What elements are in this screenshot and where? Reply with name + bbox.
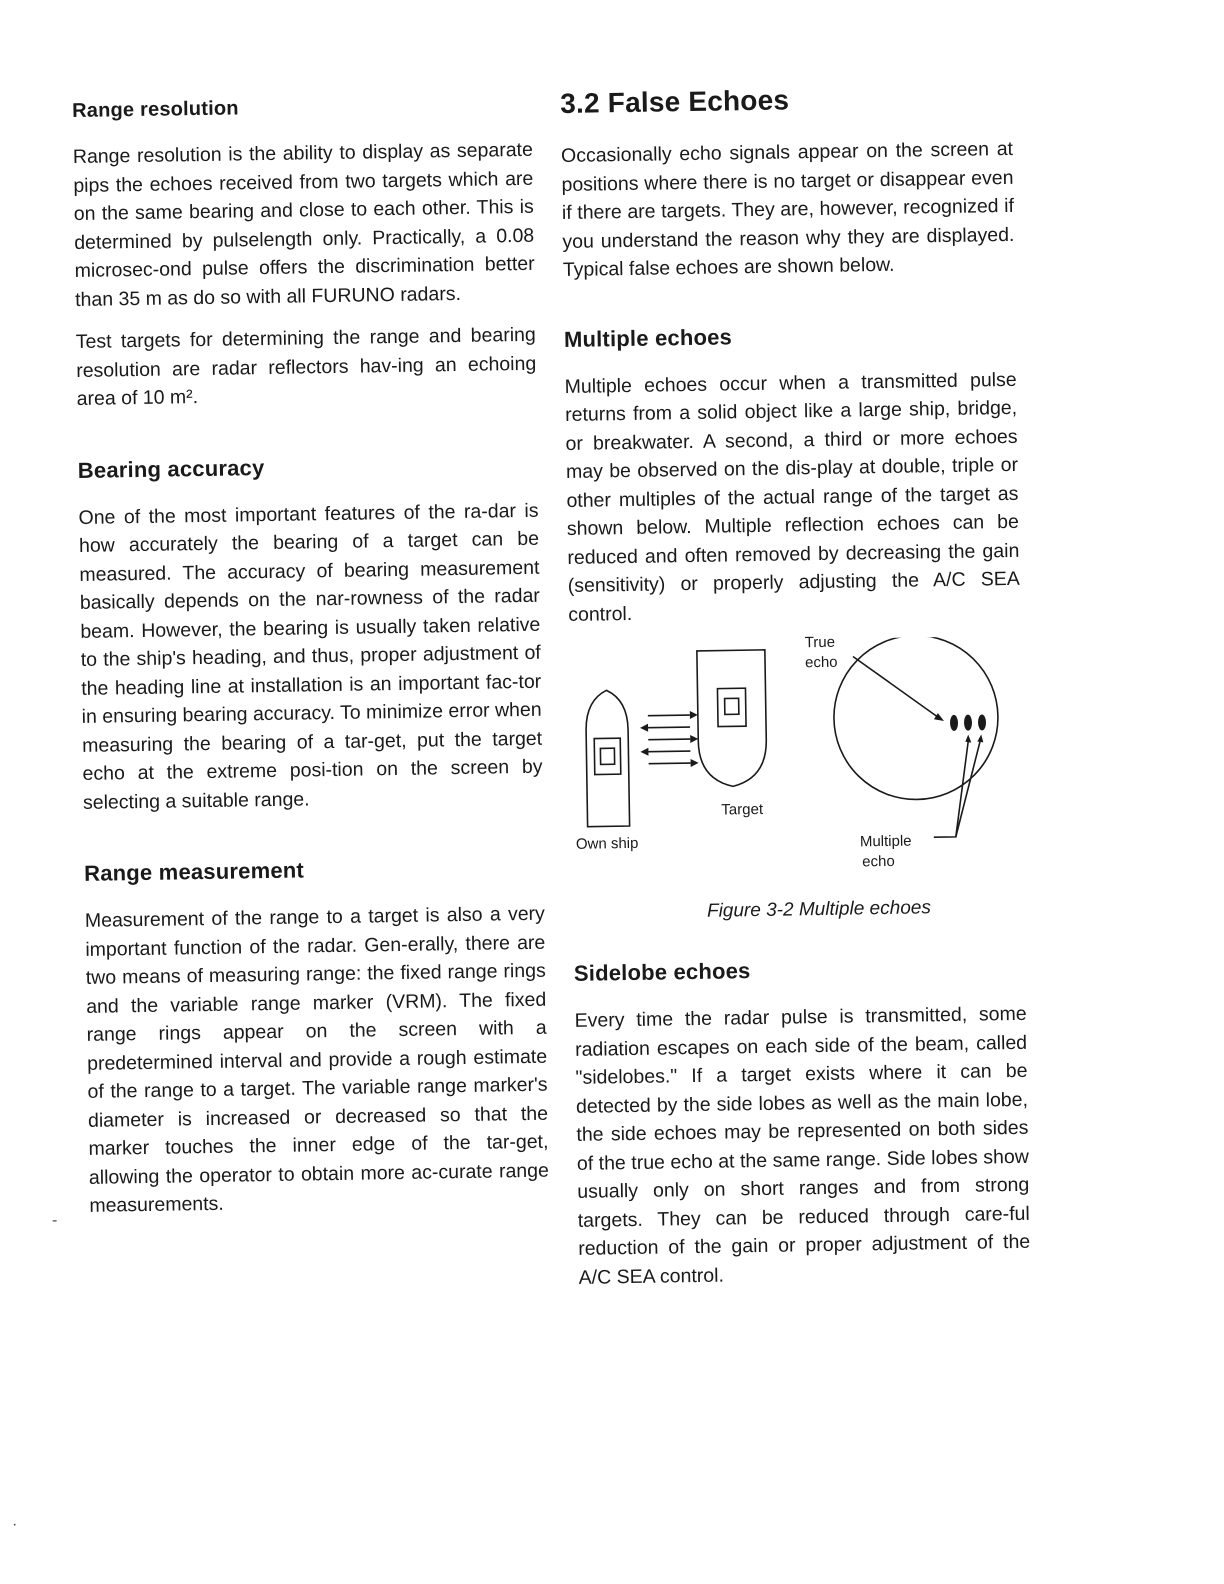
figure-caption: Figure 3-2 Multiple echoes [706, 897, 932, 922]
own-ship-cabin-outer [594, 738, 621, 774]
true-echo-arrowhead [934, 713, 944, 721]
pulse-arrow-3 [648, 739, 690, 740]
multiple-echo-pointer [932, 741, 970, 838]
section-title: 3.2 False Echoes [560, 84, 790, 119]
multiple-echoes-figure [569, 633, 1025, 879]
false-echoes-intro: Occasionally echo signals appear on the screen at positions where there is no target or disappear even if there are targets. They are, however, recognized if you understand the reason why they are displayed. Typical false echoes are shown below. [560, 137, 1015, 281]
target-ship-hull [697, 650, 767, 787]
right-column [560, 81, 1031, 1306]
range-measurement-para: Measurement of the range to a target is also a very important function of the radar. Gen-erally, there are two means of measuring range: the fixed range rings and the variable range marker (VRM). The fixed range rings appear on the screen with a predetermined interval and provide a rough estimate of the range to a target. The variable range marker's diameter is increased or decreased so that the marker touches the inner edge of the tar-get, allowing the operator to obtain more ac-curate range measurements. [84, 902, 550, 1217]
range-resolution-para-2: Test targets for determining the range and bearing resolution are radar reflectors hav-ing an echoing area of 10 m². [75, 323, 537, 410]
range-measurement-heading: Range measurement [83, 857, 305, 886]
scan-mark-dash: - [52, 1212, 58, 1229]
true-echo-label-line-1: True [804, 633, 836, 652]
own-ship-cabin-inner [600, 748, 614, 764]
multiple-echo-label-line-2: echo [862, 852, 895, 871]
range-resolution-heading: Range resolution [72, 97, 239, 122]
multiple-echo-label-line-1: Multiple [859, 832, 912, 851]
target-ship-cabin-outer [717, 688, 746, 726]
pulse-arrow-5 [649, 763, 691, 764]
target-label: Target [721, 800, 764, 819]
second-echo-pip [964, 715, 972, 731]
multiple-echo-arrowhead-1 [965, 735, 971, 743]
true-echo-pointer [853, 655, 938, 718]
true-echo-label-line-2: echo [804, 653, 838, 672]
sidelobe-echoes-para: Every time the radar pulse is transmitted, some radiation escapes on each side of the beam, called "sidelobes." If a target exists where it can be detected by the side lobes as well as the main lobe, the side echoes may be represented on both sides of the true echo at the same range. Side lobes show usually only on short ranges and from strong targets. They can be reduced through care-ful reduction of the gain or proper adjustment of the A/C SEA control. [574, 1002, 1031, 1289]
range-resolution-para-1: Range resolution is the ability to display as separate pips the echoes received from two targets which are on the same bearing and close to each other. This is determined by pulselength only. Practically, a 0.08 microsec-ond pulse offers the discrimination better than 35 m as do so with all FURUNO radars. [72, 138, 535, 311]
bearing-accuracy-heading: Bearing accuracy [77, 454, 265, 483]
bearing-accuracy-para: One of the most important features of the ra-dar is how accurately the bearing of a target can be measured. The accuracy of bearing measurement basically depends on the nar-rowness of the radar beam. However, the bearing is usually taken relative to the ship's heading, and thus, proper adjustment of the heading line at installation is an important fac-tor in ensuring bearing accuracy. To minimize error when measuring the bearing of a tar-get, put the target echo at the extreme posi-tion on the screen by selecting a suitable range. [78, 499, 543, 814]
true-echo-pip [950, 715, 958, 731]
own-ship-label: Own ship [575, 834, 639, 853]
left-column [72, 93, 550, 1235]
pulse-arrow-1 [648, 715, 690, 716]
multiple-echoes-para: Multiple echoes occur when a transmitted pulse returns from a solid object like a large ship, bridge, or breakwater. A second, a third or more echoes may be observed on the dis-play at double, triple or other multiples of the actual range of the target as shown below. Multiple reflection echoes can be reduced and often removed by decreasing the gain (sensitivity) or properly adjusting the A/C SEA control. [564, 368, 1020, 626]
pulse-arrow-2 [648, 727, 690, 728]
target-ship-cabin-inner [725, 698, 739, 714]
pulse-arrow-4 [648, 751, 690, 752]
multiple-echoes-heading: Multiple echoes [563, 323, 733, 352]
own-ship-hull [585, 690, 629, 827]
scan-mark-dot: · [12, 1516, 18, 1533]
sidelobe-echoes-heading: Sidelobe echoes [573, 958, 751, 986]
multiple-echo-arrowhead-2 [977, 734, 983, 742]
third-echo-pip [978, 714, 986, 730]
